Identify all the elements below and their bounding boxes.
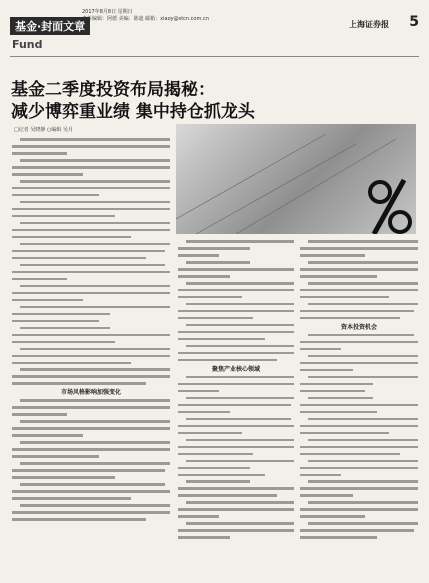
text-line: [178, 411, 230, 414]
text-line: [300, 487, 418, 490]
paragraph: [178, 418, 294, 435]
paragraph: [178, 261, 294, 278]
text-line: [12, 413, 67, 416]
text-line: [178, 289, 294, 292]
text-line: [300, 494, 353, 497]
text-line: [300, 341, 418, 344]
paragraph: [178, 324, 294, 341]
text-line: [20, 441, 170, 444]
paragraph: [12, 138, 170, 155]
percent-circle: [370, 182, 390, 202]
text-line: [178, 487, 294, 490]
paragraph: [178, 240, 294, 257]
paragraph: [12, 159, 170, 176]
text-line: [20, 399, 170, 402]
text-line: [178, 275, 230, 278]
text-line: [308, 240, 418, 243]
text-line: [186, 240, 294, 243]
text-line: [308, 334, 414, 337]
text-line: [300, 453, 400, 456]
illustration-photo: [176, 124, 416, 234]
text-line: [20, 420, 170, 423]
text-line: [20, 348, 170, 351]
text-line: [12, 427, 170, 430]
text-line: [300, 362, 418, 365]
text-line: [186, 303, 294, 306]
text-line: [20, 201, 170, 204]
text-line: [308, 418, 418, 421]
text-line: [308, 282, 418, 285]
text-line: [178, 317, 253, 320]
text-line: [300, 411, 377, 414]
text-line: [178, 359, 277, 362]
text-line: [300, 275, 377, 278]
text-line: [20, 264, 165, 267]
text-line: [12, 375, 170, 378]
text-line: [12, 313, 110, 316]
photo-line: [176, 134, 326, 219]
text-line: [178, 254, 219, 257]
paragraph: [300, 282, 418, 299]
paragraph: [300, 418, 418, 435]
text-line: [12, 173, 83, 176]
paragraph: [178, 303, 294, 320]
paragraph: [12, 327, 170, 344]
paragraph: [178, 480, 294, 497]
photo-graphic: [176, 124, 416, 234]
paragraph: [12, 306, 170, 323]
text-line: [178, 508, 294, 511]
paragraph: [178, 501, 294, 518]
paragraph: [12, 285, 170, 302]
text-line: [186, 376, 294, 379]
text-line: [12, 490, 170, 493]
text-line: [12, 299, 83, 302]
headline: [11, 79, 255, 123]
text-line: [178, 352, 294, 355]
text-line: [178, 494, 277, 497]
text-line: [178, 453, 253, 456]
text-line: [12, 497, 131, 500]
text-line: [300, 432, 389, 435]
text-line: [300, 515, 365, 518]
text-line: [300, 467, 418, 470]
text-line: [308, 460, 418, 463]
paragraph: [12, 399, 170, 416]
paragraph: [12, 180, 170, 197]
paragraph: [300, 355, 418, 372]
subhead: 聚焦产业核心领域: [211, 365, 260, 373]
paragraph: [178, 345, 294, 362]
paragraph: [300, 460, 418, 477]
text-line: [186, 345, 294, 348]
text-line: [308, 376, 418, 379]
headline-line1: 基金二季度投资布局揭秘：: [11, 80, 215, 100]
header-rule: [10, 56, 419, 57]
page-number: 5: [409, 14, 419, 30]
text-line: [178, 529, 294, 532]
newspaper-name: 上海证券报: [349, 19, 389, 29]
text-line: [12, 145, 170, 148]
text-line: [12, 448, 170, 451]
paragraph: [12, 504, 170, 521]
text-line: [308, 355, 418, 358]
text-line: [12, 194, 99, 197]
text-line: [178, 390, 219, 393]
text-line: [300, 247, 418, 250]
text-line: [12, 320, 99, 323]
article-column: [300, 240, 418, 543]
text-line: [300, 348, 341, 351]
paragraph: [178, 397, 294, 414]
text-line: [12, 406, 170, 409]
text-line: [300, 268, 418, 271]
text-line: [186, 501, 294, 504]
text-line: [12, 469, 165, 472]
text-line: [12, 271, 170, 274]
paragraph: [300, 397, 418, 414]
headline-line2: 减少博弈重业绩 集中持仓抓龙头: [11, 102, 255, 122]
text-line: [20, 306, 170, 309]
text-line: [12, 476, 115, 479]
text-line: [12, 511, 170, 514]
text-line: [12, 208, 170, 211]
paragraph: [300, 261, 418, 278]
text-line: [186, 282, 294, 285]
paragraph: [178, 439, 294, 456]
text-line: [12, 187, 170, 190]
text-line: [20, 327, 110, 330]
percent-circle: [390, 212, 410, 232]
editor-line: 责任编辑：阿德 美编：陈迪 邮箱：xiaoy@stcn.com.cn: [82, 16, 209, 22]
text-line: [12, 455, 99, 458]
paragraph: [12, 222, 170, 239]
text-line: [300, 317, 400, 320]
text-line: [178, 474, 265, 477]
text-line: [178, 446, 294, 449]
text-line: [178, 310, 294, 313]
text-line: [178, 404, 291, 407]
text-line: [12, 341, 115, 344]
text-line: [178, 536, 230, 539]
photo-line: [196, 144, 356, 234]
text-line: [12, 257, 146, 260]
text-line: [178, 296, 242, 299]
section-subtitle: Fund: [12, 38, 43, 51]
paragraph: [12, 420, 170, 437]
text-line: [178, 432, 242, 435]
paragraph: [12, 201, 170, 218]
text-line: [186, 522, 294, 525]
text-line: [20, 368, 170, 371]
text-line: [12, 334, 170, 337]
text-line: [178, 515, 219, 518]
text-line: [12, 166, 170, 169]
paragraph: [178, 376, 294, 393]
text-line: [12, 215, 115, 218]
section-tag: 基金·封面文章: [10, 17, 90, 35]
paragraph: [300, 334, 418, 351]
paragraph: [12, 483, 170, 500]
paragraph: [12, 264, 170, 281]
text-line: [20, 285, 170, 288]
text-line: [178, 247, 250, 250]
paragraph: [300, 501, 418, 518]
text-line: [300, 310, 414, 313]
paragraph: [178, 522, 294, 539]
text-line: [20, 159, 170, 162]
text-line: [186, 324, 294, 327]
issue-date: 2017年8月8日 星期日: [82, 9, 133, 15]
text-line: [308, 501, 418, 504]
paragraph: [12, 348, 170, 365]
paragraph: [12, 462, 170, 479]
text-line: [300, 508, 418, 511]
text-line: [178, 338, 265, 341]
paragraph: [178, 282, 294, 299]
paragraph: [300, 522, 418, 539]
header-meta: [82, 9, 209, 23]
text-line: [300, 446, 418, 449]
paragraph: [300, 303, 418, 320]
page-header: [0, 0, 429, 40]
byline: □记者 吴晓静 ○编辑 吴月: [14, 127, 73, 133]
paragraph: [12, 243, 170, 260]
text-line: [20, 180, 170, 183]
text-line: [186, 261, 250, 264]
text-line: [20, 222, 170, 225]
text-line: [308, 397, 373, 400]
text-line: [12, 152, 67, 155]
subhead: 市场风格影响加强变化: [60, 389, 121, 397]
text-line: [308, 522, 418, 525]
text-line: [12, 229, 170, 232]
text-line: [12, 434, 83, 437]
text-line: [12, 362, 131, 365]
text-line: [20, 138, 170, 141]
paragraph: [300, 376, 418, 393]
text-line: [20, 462, 170, 465]
article-column: [178, 240, 294, 543]
text-line: [186, 397, 294, 400]
subhead: 资本投资机会: [340, 323, 377, 331]
text-line: [300, 404, 418, 407]
text-line: [12, 236, 131, 239]
text-line: [12, 382, 146, 385]
text-line: [12, 292, 170, 295]
text-line: [300, 289, 418, 292]
text-line: [178, 467, 250, 470]
paragraph: [178, 460, 294, 477]
text-line: [178, 383, 294, 386]
text-line: [300, 536, 377, 539]
text-line: [20, 243, 170, 246]
text-line: [186, 439, 294, 442]
text-line: [12, 278, 67, 281]
paragraph: [300, 240, 418, 257]
text-line: [308, 303, 418, 306]
text-line: [12, 355, 170, 358]
text-line: [20, 483, 165, 486]
text-line: [178, 331, 294, 334]
text-line: [300, 254, 365, 257]
text-line: [186, 460, 294, 463]
text-line: [12, 518, 146, 521]
text-line: [178, 268, 294, 271]
text-line: [12, 250, 165, 253]
text-line: [308, 480, 418, 483]
text-line: [300, 369, 353, 372]
paragraph: [300, 439, 418, 456]
text-line: [186, 480, 250, 483]
text-line: [300, 474, 341, 477]
text-line: [300, 529, 414, 532]
text-line: [300, 296, 389, 299]
text-line: [20, 504, 170, 507]
article-column: [12, 138, 170, 525]
text-line: [308, 261, 418, 264]
paragraph: [300, 480, 418, 497]
paragraph: [12, 368, 170, 385]
text-line: [300, 390, 365, 393]
text-line: [300, 425, 418, 428]
text-line: [178, 425, 294, 428]
paragraph: [12, 441, 170, 458]
text-line: [300, 383, 373, 386]
text-line: [186, 418, 291, 421]
text-line: [308, 439, 418, 442]
